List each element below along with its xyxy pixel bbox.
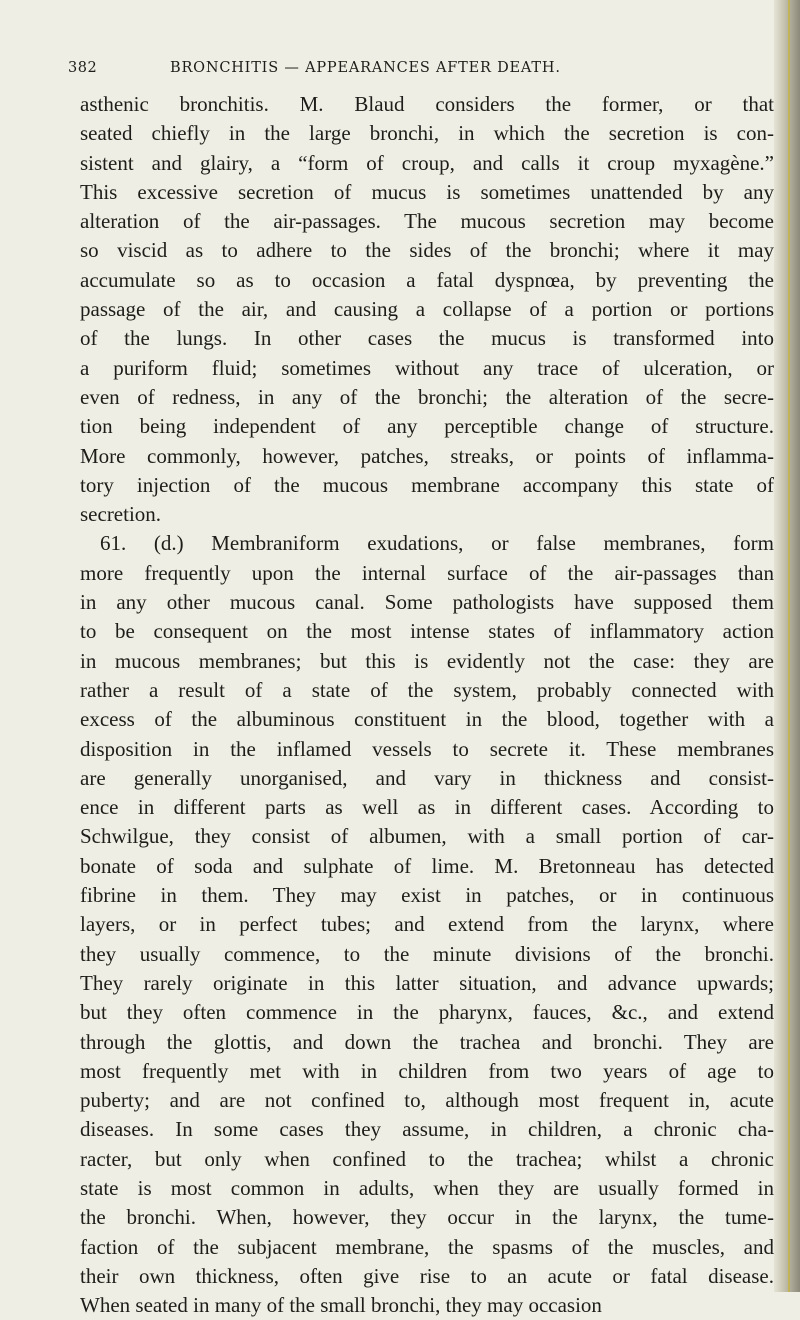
text-line: even of redness, in any of the bronchi; the alteration of the secre- [80, 384, 774, 409]
text-line: tion being independent of any perceptible change of structure. [80, 414, 774, 439]
text-line: 61. (d.) Membraniform exudations, or false membranes, form [100, 531, 774, 556]
page-header [68, 60, 758, 84]
text-line: more frequently upon the internal surface of the air-passages than [80, 560, 774, 585]
text-line: secretion. [80, 502, 162, 527]
text-line: passage of the air, and causing a collapse of a portion or portions [80, 297, 774, 322]
text-line: asthenic bronchitis. M. Blaud considers the former, or that [80, 92, 774, 116]
text-line: in any other mucous canal. Some pathologists have supposed them [80, 590, 774, 615]
page-edge [774, 0, 800, 1292]
body-text [80, 90, 774, 1320]
text-line: fibrine in them. They may exist in patches, or in continuous [80, 883, 774, 908]
text-line: are generally unorganised, and vary in thickness and consist- [80, 765, 774, 790]
running-head: BRONCHITIS — APPEARANCES AFTER DEATH. [170, 60, 561, 76]
text-line: they usually commence, to the minute divisions of the bronchi. [80, 941, 774, 966]
page-edge-line [788, 0, 790, 1292]
text-line: to be consequent on the most intense states of inflammatory action [80, 619, 774, 644]
page-number: 382 [68, 60, 98, 76]
text-line: state is most common in adults, when they are usually formed in [80, 1175, 774, 1200]
text-line: tory injection of the mucous membrane accompany this state of [80, 472, 774, 497]
text-line: so viscid as to adhere to the sides of the bronchi; where it may [80, 238, 774, 263]
text-line: Schwilgue, they consist of albumen, with a small portion of car- [80, 824, 774, 849]
text-line: their own thickness, often give rise to an acute or fatal disease. [80, 1263, 774, 1288]
text-line: racter, but only when confined to the trachea; whilst a chronic [80, 1146, 774, 1171]
text-line: through the glottis, and down the trachea and bronchi. They are [80, 1029, 774, 1054]
text-line: puberty; and are not confined to, although most frequent in, acute [80, 1088, 774, 1113]
text-line: diseases. In some cases they assume, in children, a chronic cha- [80, 1117, 774, 1142]
text-line: the bronchi. When, however, they occur in the larynx, the tume- [80, 1205, 774, 1230]
text-line: most frequently met with in children from two years of age to [80, 1058, 774, 1083]
text-line: excess of the albuminous constituent in the blood, together with a [80, 707, 774, 732]
text-line: When seated in many of the small bronchi, they may occasion [80, 1293, 602, 1318]
text-line: disposition in the inflamed vessels to secrete it. These membranes [80, 736, 774, 761]
text-line: More commonly, however, patches, streaks, or points of inflamma- [80, 443, 774, 468]
text-line: accumulate so as to occasion a fatal dyspnœa, by preventing the [80, 267, 774, 292]
text-line: layers, or in perfect tubes; and extend from the larynx, where [80, 912, 774, 937]
text-line: bonate of soda and sulphate of lime. M. Bretonneau has detected [80, 853, 774, 878]
text-line: sistent and glairy, a “form of croup, and calls it croup myxagène.” [80, 150, 774, 175]
text-line: but they often commence in the pharynx, fauces, &c., and extend [80, 1000, 774, 1025]
text-line: in mucous membranes; but this is evidently not the case: they are [80, 648, 774, 673]
text-line: alteration of the air-passages. The mucous secretion may become [80, 209, 774, 234]
text-line: They rarely originate in this latter situation, and advance upwards; [80, 970, 774, 995]
text-line: rather a result of a state of the system, probably connected with [80, 677, 774, 702]
text-line: ence in different parts as well as in different cases. According to [80, 795, 774, 820]
text-line: This excessive secretion of mucus is sometimes unattended by any [80, 179, 774, 204]
text-line: seated chiefly in the large bronchi, in which the secretion is con- [80, 121, 774, 146]
text-line: faction of the subjacent membrane, the spasms of the muscles, and [80, 1234, 774, 1259]
text-line: of the lungs. In other cases the mucus is transformed into [80, 326, 774, 351]
text-line: a puriform fluid; sometimes without any trace of ulceration, or [80, 355, 774, 380]
